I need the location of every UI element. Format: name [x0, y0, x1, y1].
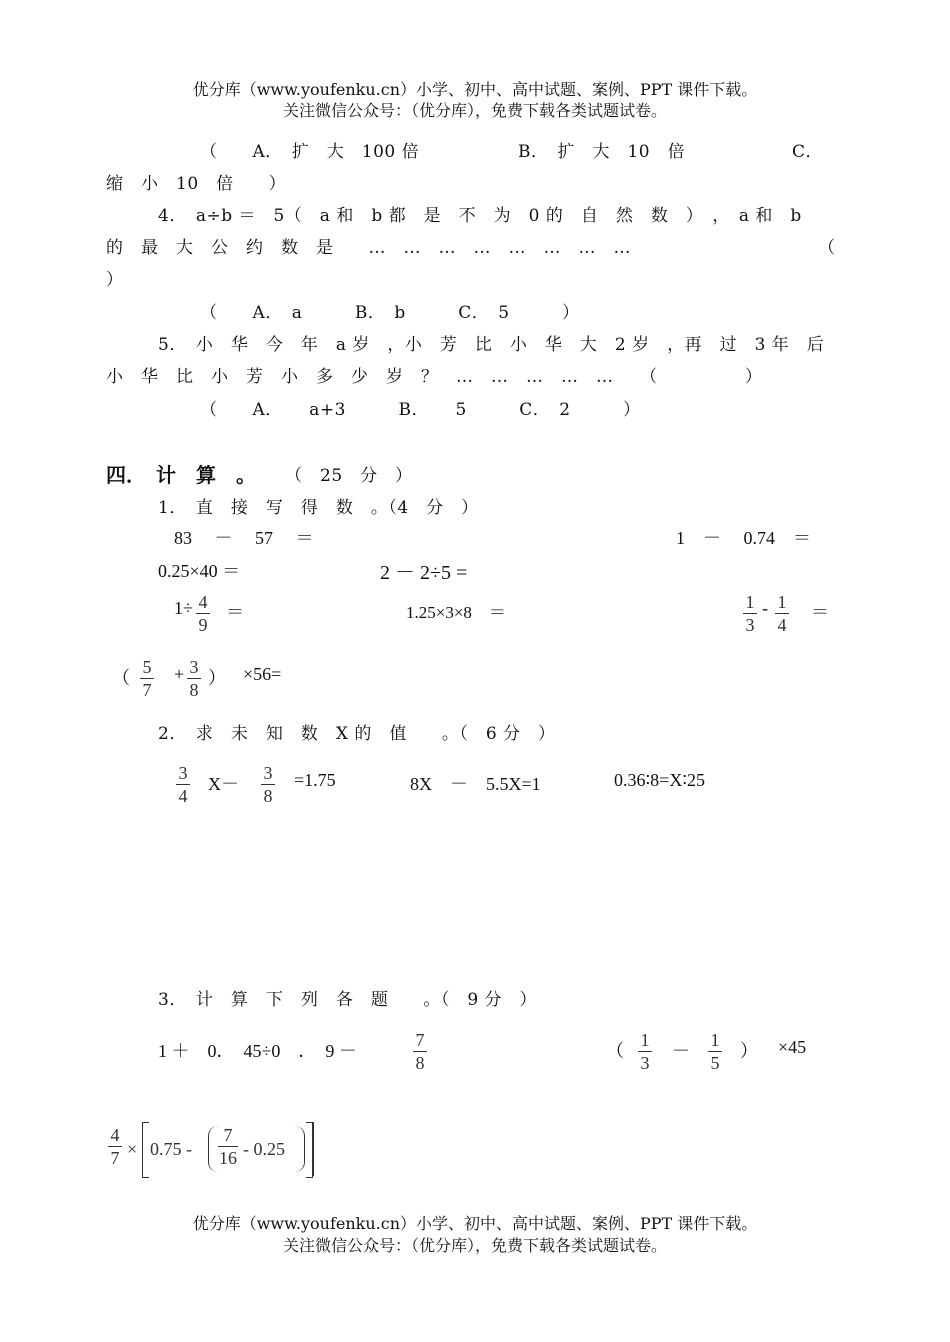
- q3-option-a: （ A． 扩 大 100 倍: [200, 142, 420, 162]
- q1-expr-8-fraction-1: [140, 657, 154, 700]
- q1-expr-1: 83 － 57 ＝: [174, 528, 314, 548]
- q5-stem-line-1: 5． 小 华 今 年 a 岁 ，小 芳 比 小 华 大 2 岁 ，再 过 3 年 后: [158, 335, 825, 355]
- square-bracket-left: [142, 1122, 149, 1178]
- q3-expr-3-times: ×: [127, 1139, 138, 1159]
- q3-expr-2-fraction-2: [708, 1030, 722, 1073]
- denominator: 5: [710, 1053, 720, 1073]
- numerator: 1: [640, 1030, 650, 1050]
- denominator: 7: [142, 680, 152, 700]
- denominator: 8: [415, 1053, 425, 1073]
- q3-expr-1: 1 ＋ 0． 45÷0 ． 9 －: [158, 1041, 357, 1061]
- footer-line-2: 关注微信公众号：（优分库），免费下载各类试题试卷。: [282, 1236, 667, 1255]
- numerator: 3: [263, 763, 273, 783]
- q1-expr-8-open: （: [112, 668, 130, 688]
- q2-expr-1-mid: X－: [208, 774, 239, 794]
- paren-right: [294, 1126, 305, 1172]
- denominator: 8: [263, 786, 273, 806]
- q2-title: 2． 求 未 知 数 X 的 值 。（ 6 分 ）: [158, 724, 556, 744]
- q3-expr-2-open: （: [606, 1041, 624, 1061]
- denominator: 4: [777, 615, 787, 635]
- q1-expr-7-equals: ＝: [811, 602, 829, 622]
- header-line-1: 优分库（www.youfenku.cn）小学、初中、高中试题、案例、PPT 课件下载。: [192, 80, 758, 99]
- q1-expr-4: 2 － 2÷5 =: [380, 562, 468, 584]
- numerator: 1: [745, 592, 755, 612]
- numerator: 7: [415, 1030, 425, 1050]
- numerator: 4: [110, 1125, 120, 1145]
- denominator: 9: [198, 615, 208, 635]
- q5-stem-line-2: 小 华 比 小 芳 小 多 少 岁 ？ … … … … … （ ）: [106, 367, 763, 387]
- q4-answer-paren-open: （: [818, 238, 836, 258]
- q3-expr-2-close: ）: [740, 1041, 758, 1061]
- q1-expr-3: 0.25×40 ＝: [158, 561, 241, 581]
- q1-expr-7-fraction-1: [743, 592, 757, 635]
- q3-title: 3． 计 算 下 列 各 题 。（ 9 分 ）: [158, 990, 538, 1010]
- q3-option-b: B． 扩 大 10 倍: [518, 142, 686, 162]
- q1-expr-6: 1.25×3×8 ＝: [406, 603, 506, 622]
- q1-title: 1． 直 接 写 得 数 。（4 分 ）: [158, 498, 479, 518]
- q1-expr-8-tail: ×56=: [243, 664, 282, 684]
- q3-expr-3-fraction-1: [108, 1125, 122, 1168]
- q3-option-c: C．: [792, 142, 824, 162]
- q3-expr-2-minus: －: [672, 1041, 690, 1061]
- q4-stem-line-1: 4． a÷b ＝ 5（ a 和 b 都 是 不 为 0 的 自 然 数 ） ， a 和 b: [158, 206, 802, 226]
- q3-expr-3-part-b: - 0.25: [243, 1139, 285, 1159]
- q4-options: （ A． a B． b C． 5 ）: [200, 303, 580, 323]
- numerator: 1: [710, 1030, 720, 1050]
- q1-expr-5-fraction: [196, 592, 210, 635]
- q1-expr-8-plus: +: [174, 664, 185, 684]
- numerator: 3: [178, 763, 188, 783]
- q3-expr-1-fraction: [413, 1030, 427, 1073]
- numerator: 1: [777, 592, 787, 612]
- q3-expr-3-fraction-2: [218, 1125, 238, 1168]
- q3-expr-3-part-a: 0.75 -: [150, 1139, 192, 1159]
- q3-expr-2-tail: ×45: [778, 1037, 807, 1057]
- q4-stem-line-2: 的 最 大 公 约 数 是 … … … … … … … …: [106, 238, 631, 258]
- numerator: 3: [189, 657, 199, 677]
- q1-expr-2: 1 － 0.74 ＝: [676, 528, 811, 548]
- square-bracket-right: [306, 1122, 313, 1178]
- q1-expr-7-minus: -: [762, 598, 768, 618]
- q1-expr-5-prefix: 1÷: [174, 598, 193, 618]
- section-4-title: 四． 计 算 。: [106, 463, 256, 487]
- denominator: 16: [219, 1148, 237, 1168]
- denominator: 4: [178, 786, 188, 806]
- header-line-2: 关注微信公众号：（优分库），免费下载各类试题试卷。: [282, 101, 667, 120]
- section-4-score: （ 25 分 ）: [285, 466, 413, 486]
- q2-expr-1-tail: =1.75: [294, 770, 336, 790]
- q1-expr-5-equals: ＝: [226, 602, 244, 622]
- q2-expr-1-fraction-1: [176, 763, 190, 806]
- q3-expr-2-fraction-1: [638, 1030, 652, 1073]
- q1-expr-8-fraction-2: [187, 657, 201, 700]
- denominator: 8: [189, 680, 199, 700]
- footer-line-1: 优分库（www.youfenku.cn）小学、初中、高中试题、案例、PPT 课件下载。: [192, 1214, 758, 1233]
- denominator: 7: [110, 1148, 120, 1168]
- q3-option-c-text: 缩 小 10 倍 ）: [106, 174, 287, 194]
- q1-expr-7-fraction-2: [775, 592, 789, 635]
- numerator: 7: [223, 1125, 233, 1145]
- q4-answer-paren-close: ）: [106, 270, 124, 290]
- numerator: 5: [142, 657, 152, 677]
- q2-expr-2: 8X － 5.5X=1: [410, 774, 541, 794]
- numerator: 4: [198, 592, 208, 612]
- denominator: 3: [640, 1053, 650, 1073]
- q2-expr-3: 0.36∶8=X∶25: [614, 770, 706, 790]
- denominator: 3: [745, 615, 755, 635]
- q2-expr-1-fraction-2: [261, 763, 275, 806]
- q1-expr-8-close: ）: [208, 668, 226, 688]
- q5-options: （ A． a+3 B． 5 C． 2 ）: [200, 400, 641, 420]
